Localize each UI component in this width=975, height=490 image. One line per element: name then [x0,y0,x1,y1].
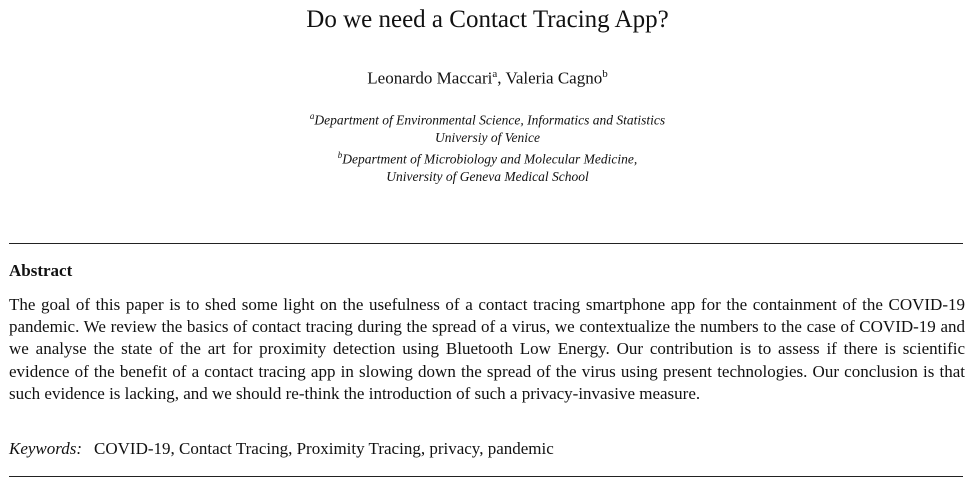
keywords-value: COVID-19, Contact Tracing, Proximity Tracing, privacy, pandemic [94,439,554,458]
author-name: Leonardo Maccari [367,68,493,88]
author-name: Valeria Cagno [505,68,603,88]
affiliation-list [0,108,975,185]
abstract-text: The goal of this paper is to shed some light on the usefulness of a contact tracing smartphone app for the containment of the COVID-19 pandemic. We review the basics of contact tracing during the spread of a virus, we contextualize the numbers to the case of COVID-19 and we analyse the state of the art for proximity detection using Bluetooth Low Energy. Our contribution is to assess if there is scientific evidence of the benefit of a contact tracing app in slowing down the spread of the virus using present technologies. Our conclusion is that such evidence is lacking, and we should re-think the introduction of such a privacy-invasive measure. [9,295,965,403]
affiliation-line: Universiy of Venice [435,130,540,145]
affiliation-mark: b [337,149,343,160]
affiliation-line: Department of Environmental Science, Informatics and Statistics [314,112,666,128]
top-divider [9,243,963,244]
paper-title: Do we need a Contact Tracing App? [306,6,669,33]
author-affiliation-mark: a [492,68,498,80]
author-list [0,68,975,89]
keywords-line [9,439,554,459]
abstract-heading: Abstract [9,261,73,280]
affiliation-b [0,147,975,168]
affiliation-mark: a [309,111,315,121]
affiliation-line: Department of Microbiology and Molecular Medicine, [342,151,638,166]
affiliation-line: University of Geneva Medical School [386,168,589,184]
author-affiliation-mark: b [602,68,608,80]
keywords-label: Keywords: [9,439,83,458]
bottom-divider [9,476,963,477]
author-separator: , [497,68,506,88]
affiliation-a [0,108,975,129]
